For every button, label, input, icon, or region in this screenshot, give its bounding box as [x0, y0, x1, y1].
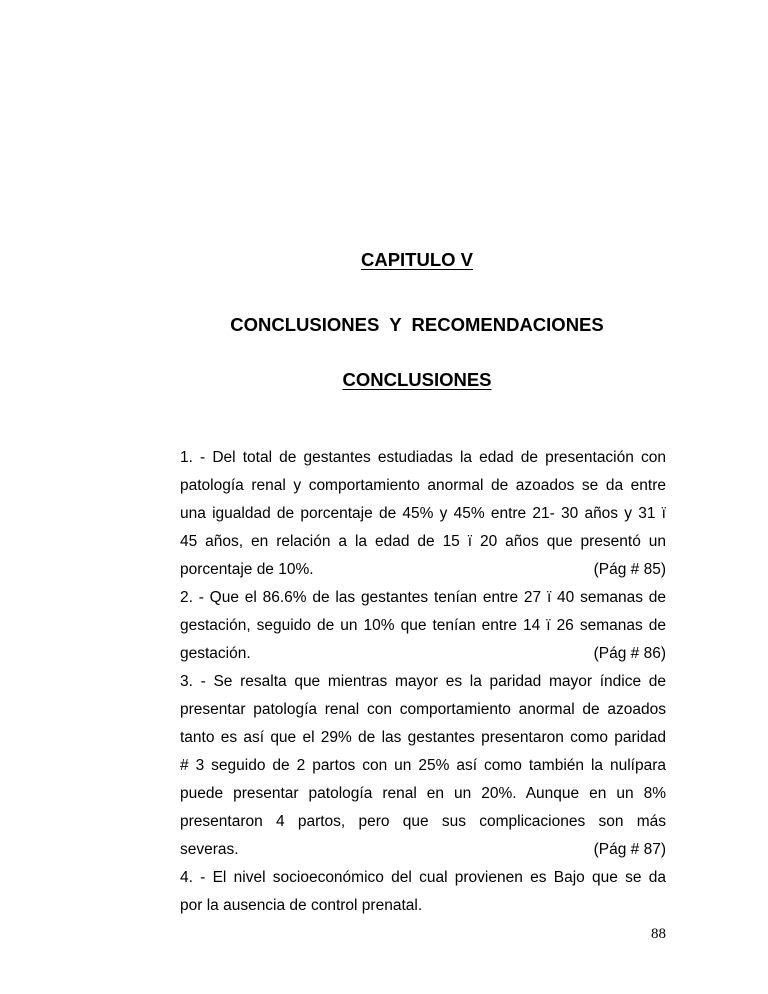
section-title: CONCLUSIONES Y RECOMENDACIONES: [230, 314, 604, 335]
text-line: gestación, seguido de un 10% que tenían entre 14 ï 26 semanas de: [180, 617, 666, 634]
text-line: gestación.: [180, 645, 251, 662]
conclusion-item: [180, 668, 666, 864]
text-line-last: [180, 892, 666, 920]
text-line: presentaron 4 partos, pero que sus complicaciones son más: [180, 813, 666, 830]
conclusion-item: [180, 584, 666, 668]
conclusion-item: [180, 444, 666, 584]
page-reference: (Pág # 85): [593, 561, 666, 578]
text-line-last: [180, 556, 666, 584]
text-line: porcentaje de 10%.: [180, 561, 314, 578]
text-line-last: [180, 836, 666, 864]
text-line: 3. - Se resalta que mientras mayor es la paridad mayor índice de: [180, 673, 666, 690]
conclusion-item: [180, 864, 666, 920]
text-line: patología renal y comportamiento anormal de azoados se da entre: [180, 477, 666, 494]
text-line-last: [180, 640, 666, 668]
page-reference: (Pág # 87): [593, 841, 666, 858]
text-line: 2. - Que el 86.6% de las gestantes tenían entre 27 ï 40 semanas de: [180, 589, 666, 606]
text-line: severas.: [180, 841, 239, 858]
text-line: puede presentar patología renal en un 20%. Aunque en un 8%: [180, 785, 666, 802]
text-line: una igualdad de porcentaje de 45% y 45% entre 21- 30 años y 31 ï: [180, 505, 666, 522]
page-reference: (Pág # 86): [593, 645, 666, 662]
conclusions-body: [180, 444, 666, 920]
text-line: 45 años, en relación a la edad de 15 ï 20 años que presentó un: [180, 533, 666, 550]
page-number: 88: [651, 926, 666, 942]
text-line: por la ausencia de control prenatal.: [180, 897, 423, 914]
text-line: tanto es así que el 29% de las gestantes presentaron como paridad: [180, 729, 666, 746]
text-line: # 3 seguido de 2 partos con un 25% así como también la nulípara: [180, 757, 666, 774]
text-line: 1. - Del total de gestantes estudiadas la edad de presentación con: [180, 449, 666, 466]
text-line: 4. - El nivel socioeconómico del cual provienen es Bajo que se da: [180, 869, 666, 886]
chapter-title: CAPITULO V: [360, 249, 474, 270]
text-line: presentar patología renal con comportamiento anormal de azoados: [180, 701, 666, 718]
subsection-title: CONCLUSIONES: [342, 369, 492, 390]
